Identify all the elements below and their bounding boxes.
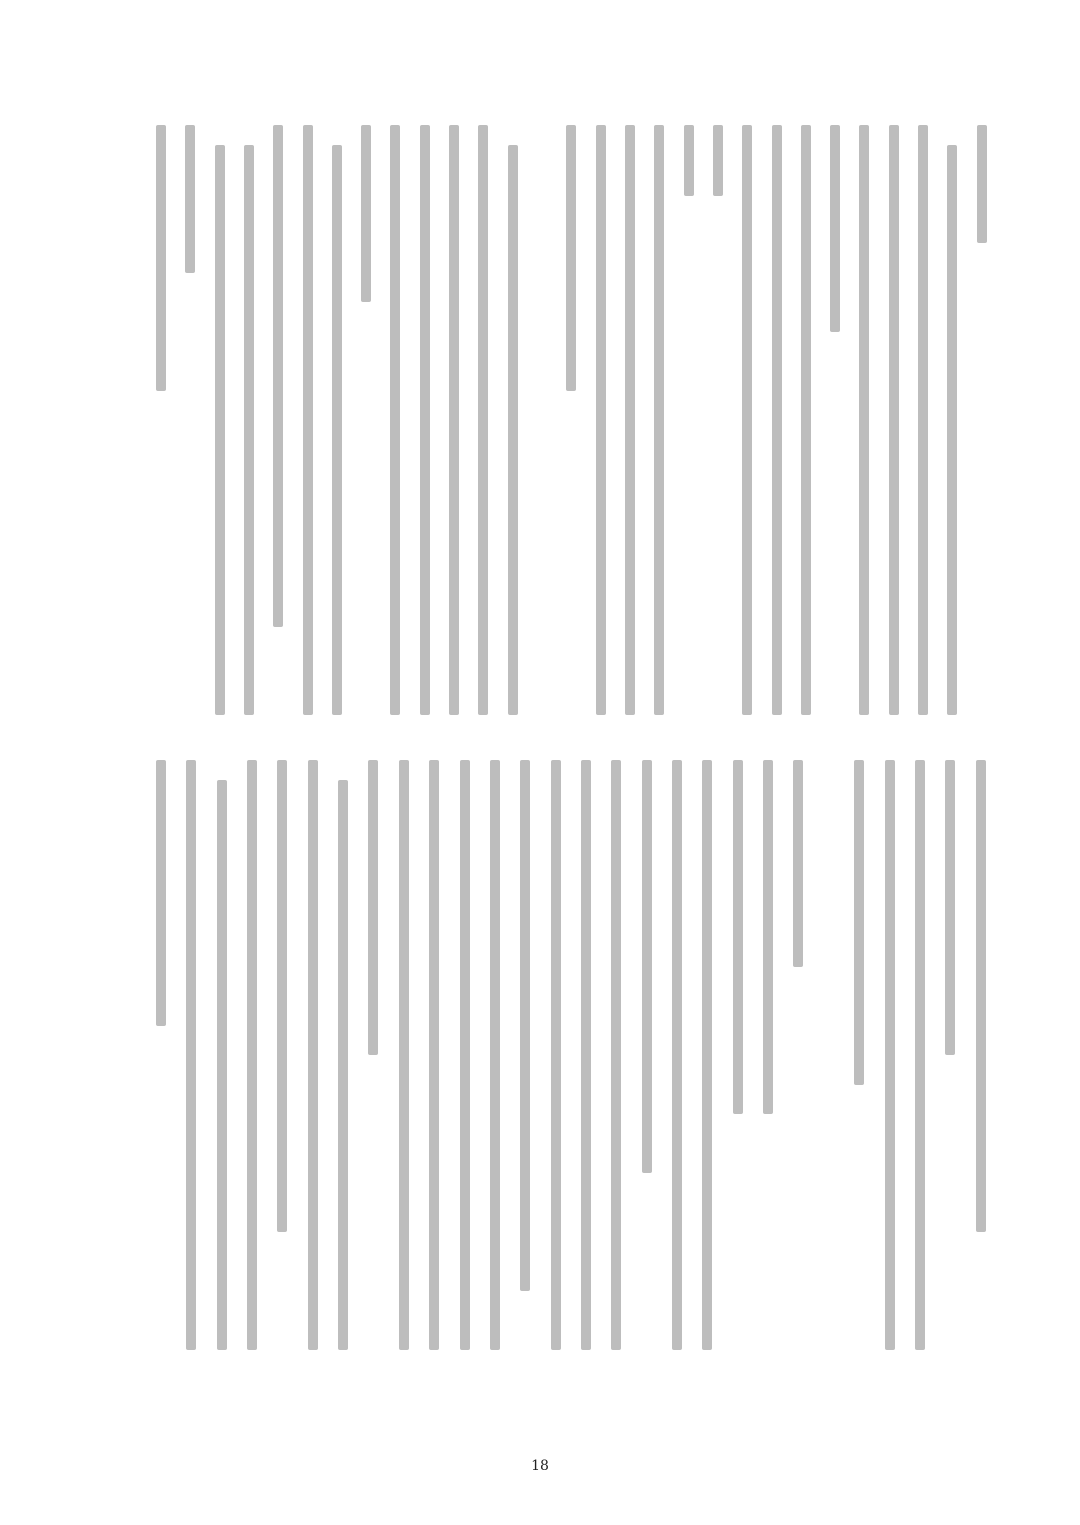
text-column [530, 125, 550, 715]
text-line-placeholder [581, 760, 591, 1350]
text-line-placeholder [801, 125, 811, 715]
text-line-placeholder [185, 125, 195, 273]
text-line-placeholder [915, 760, 925, 1350]
text-column [938, 760, 959, 1350]
text-line-placeholder [156, 125, 166, 391]
text-line-placeholder [390, 125, 400, 715]
text-column [422, 760, 443, 1350]
text-column [647, 125, 667, 715]
text-column [665, 760, 686, 1350]
text-column [852, 125, 872, 715]
text-line-placeholder [702, 760, 712, 1350]
text-column [726, 760, 747, 1350]
text-column [911, 125, 931, 715]
text-column [604, 760, 625, 1350]
text-line-placeholder [247, 760, 257, 1350]
text-line-placeholder [889, 125, 899, 715]
text-column [908, 760, 929, 1350]
text-column [677, 125, 697, 715]
text-line-placeholder [742, 125, 752, 715]
text-line-placeholder [551, 760, 561, 1350]
text-block-lower [140, 760, 990, 1350]
text-column [296, 125, 316, 715]
text-column [331, 760, 352, 1350]
text-column [483, 760, 504, 1350]
text-line-placeholder [277, 760, 287, 1232]
text-column [471, 125, 491, 715]
text-line-placeholder [947, 145, 957, 715]
text-line-placeholder [977, 125, 987, 243]
text-column [635, 760, 656, 1350]
text-line-placeholder [490, 760, 500, 1350]
text-column [878, 760, 899, 1350]
text-column [969, 760, 990, 1350]
page-number: 18 [531, 1458, 549, 1474]
text-line-placeholder [945, 760, 955, 1055]
text-column [178, 125, 198, 715]
text-line-placeholder [361, 125, 371, 302]
text-line-placeholder [520, 760, 530, 1291]
text-line-placeholder [186, 760, 196, 1350]
text-column [301, 760, 322, 1350]
text-column [817, 760, 838, 1350]
text-column [513, 760, 534, 1350]
text-line-placeholder [399, 760, 409, 1350]
text-column [882, 125, 902, 715]
text-column [756, 760, 777, 1350]
text-column [237, 125, 257, 715]
text-column [559, 125, 579, 715]
text-column [501, 125, 521, 715]
text-column [735, 125, 755, 715]
text-column [383, 125, 403, 715]
text-line-placeholder [611, 760, 621, 1350]
text-column [270, 760, 291, 1350]
text-column [361, 760, 382, 1350]
text-column [794, 125, 814, 715]
text-line-placeholder [733, 760, 743, 1114]
text-line-placeholder [625, 125, 635, 715]
text-line-placeholder [449, 125, 459, 715]
text-line-placeholder [684, 125, 694, 196]
text-line-placeholder [763, 760, 773, 1114]
text-column [544, 760, 565, 1350]
text-line-placeholder [918, 125, 928, 715]
text-column [589, 125, 609, 715]
text-line-placeholder [332, 145, 342, 715]
text-line-placeholder [854, 760, 864, 1085]
text-column [765, 125, 785, 715]
text-column [413, 125, 433, 715]
text-column [149, 760, 170, 1350]
text-column [706, 125, 726, 715]
text-line-placeholder [772, 125, 782, 715]
text-line-placeholder [460, 760, 470, 1350]
text-column [325, 125, 345, 715]
text-column [442, 125, 462, 715]
text-column [149, 125, 169, 715]
text-line-placeholder [338, 780, 348, 1350]
text-column [574, 760, 595, 1350]
text-line-placeholder [566, 125, 576, 391]
text-line-placeholder [830, 125, 840, 332]
text-line-placeholder [885, 760, 895, 1350]
text-column [847, 760, 868, 1350]
text-line-placeholder [672, 760, 682, 1350]
text-line-placeholder [429, 760, 439, 1350]
text-line-placeholder [793, 760, 803, 967]
text-column [970, 125, 990, 715]
text-column [354, 125, 374, 715]
text-line-placeholder [596, 125, 606, 715]
text-column [179, 760, 200, 1350]
text-line-placeholder [273, 125, 283, 627]
text-line-placeholder [217, 780, 227, 1350]
text-column [618, 125, 638, 715]
text-line-placeholder [420, 125, 430, 715]
text-line-placeholder [508, 145, 518, 715]
text-line-placeholder [215, 145, 225, 715]
text-column [392, 760, 413, 1350]
text-column [823, 125, 843, 715]
text-column [695, 760, 716, 1350]
text-line-placeholder [308, 760, 318, 1350]
text-column [453, 760, 474, 1350]
text-block-upper [140, 125, 990, 715]
text-line-placeholder [156, 760, 166, 1026]
text-line-placeholder [368, 760, 378, 1055]
text-line-placeholder [654, 125, 664, 715]
text-line-placeholder [478, 125, 488, 715]
text-column [940, 125, 960, 715]
text-column [266, 125, 286, 715]
text-line-placeholder [642, 760, 652, 1173]
text-line-placeholder [859, 125, 869, 715]
text-column [786, 760, 807, 1350]
text-line-placeholder [244, 145, 254, 715]
text-line-placeholder [976, 760, 986, 1232]
text-line-placeholder [303, 125, 313, 715]
text-line-placeholder [713, 125, 723, 196]
text-column [210, 760, 231, 1350]
text-column [208, 125, 228, 715]
text-column [240, 760, 261, 1350]
